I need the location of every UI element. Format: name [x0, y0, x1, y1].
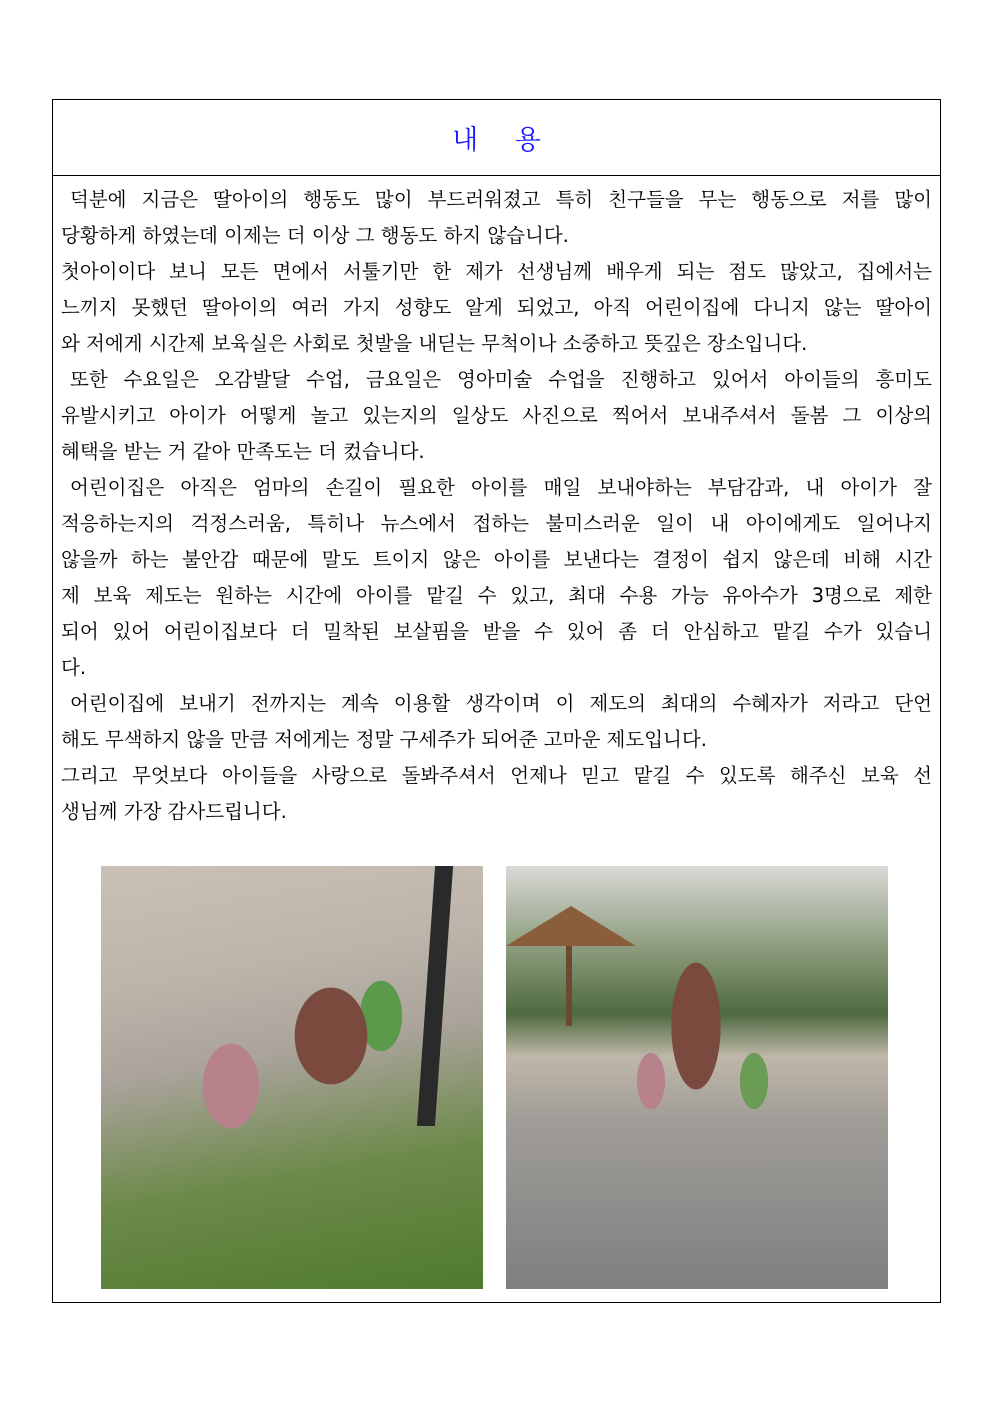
pole-shape — [417, 866, 453, 1126]
text-line: 해도 무색하지 않을 만큼 저에게는 정말 구세주가 되어준 고마운 제도입니다. — [61, 728, 707, 751]
text-line: 첫아이이다 보니 모든 면에서 서툴기만 한 제가 선생님께 배우게 되는 점도 많았고, 집에서는 — [61, 260, 932, 283]
section-title: 내 용 — [452, 125, 555, 156]
text-line: 와 저에게 시간제 보육실은 사회로 첫발을 내딛는 무척이나 소중하고 뜻깊은 장소입니다. — [61, 332, 808, 355]
text-line: 어린이집에 보내기 전까지는 계속 이용할 생각이며 이 제도의 최대의 수혜자가 저라고 단언 — [70, 692, 932, 715]
text-line: 되어 있어 어린이집보다 더 밀착된 보살핌을 받을 수 있어 좀 더 안심하고 맡길 수가 있습니 — [61, 620, 932, 643]
text-line: 덕분에 지금은 딸아이의 행동도 많이 부드러워졌고 특히 친구들을 무는 행동으로 저를 많이 — [70, 188, 932, 211]
letter-body — [61, 182, 932, 830]
text-line: 어린이집은 아직은 엄마의 손길이 필요한 아이를 매일 보내야하는 부담감과, 내 아이가 잘 — [70, 476, 932, 499]
text-line: 않을까 하는 불안감 때문에 말도 트이지 않은 아이를 보낸다는 결정이 쉽지 않은데 비해 시간 — [61, 548, 932, 571]
table-header — [53, 100, 940, 176]
text-line: 다. — [61, 656, 87, 679]
text-line: 적응하는지의 걱정스러움, 특히나 뉴스에서 접하는 불미스러운 일이 내 아이에게도 일어나지 — [61, 512, 932, 535]
text-line: 또한 수요일은 오감발달 수업, 금요일은 영아미술 수업을 진행하고 있어서 아이들의 흥미도 — [70, 368, 932, 391]
text-line: 유발시키고 아이가 어떻게 놀고 있는지의 일상도 사진으로 찍어서 보내주셔서 돌봄 그 이상의 — [61, 404, 932, 427]
text-line: 혜택을 받는 거 같아 만족도는 더 컸습니다. — [61, 440, 425, 463]
text-line: 생님께 가장 감사드립니다. — [61, 800, 287, 823]
text-line: 당황하게 하였는데 이제는 더 이상 그 행동도 하지 않습니다. — [61, 224, 569, 247]
content-table — [52, 99, 941, 1303]
text-line: 그리고 무엇보다 아이들을 사랑으로 돌봐주셔서 언제나 믿고 맡길 수 있도록 해주신 보육 선 — [61, 764, 932, 787]
umbrella-shape — [506, 906, 636, 946]
text-line: 제 보육 제도는 원하는 시간에 아이를 맡길 수 있고, 최대 수용 가능 유아수가 3명으로 제한 — [61, 584, 932, 607]
photo-mother-picking-flower-with-children — [101, 866, 483, 1289]
text-line: 느끼지 못했던 딸아이의 여러 가지 성향도 알게 되었고, 아직 어린이집에 다니지 않는 딸아이 — [61, 296, 932, 319]
photo-mother-walking-with-children — [506, 866, 888, 1289]
umbrella-pole-shape — [566, 946, 572, 1026]
